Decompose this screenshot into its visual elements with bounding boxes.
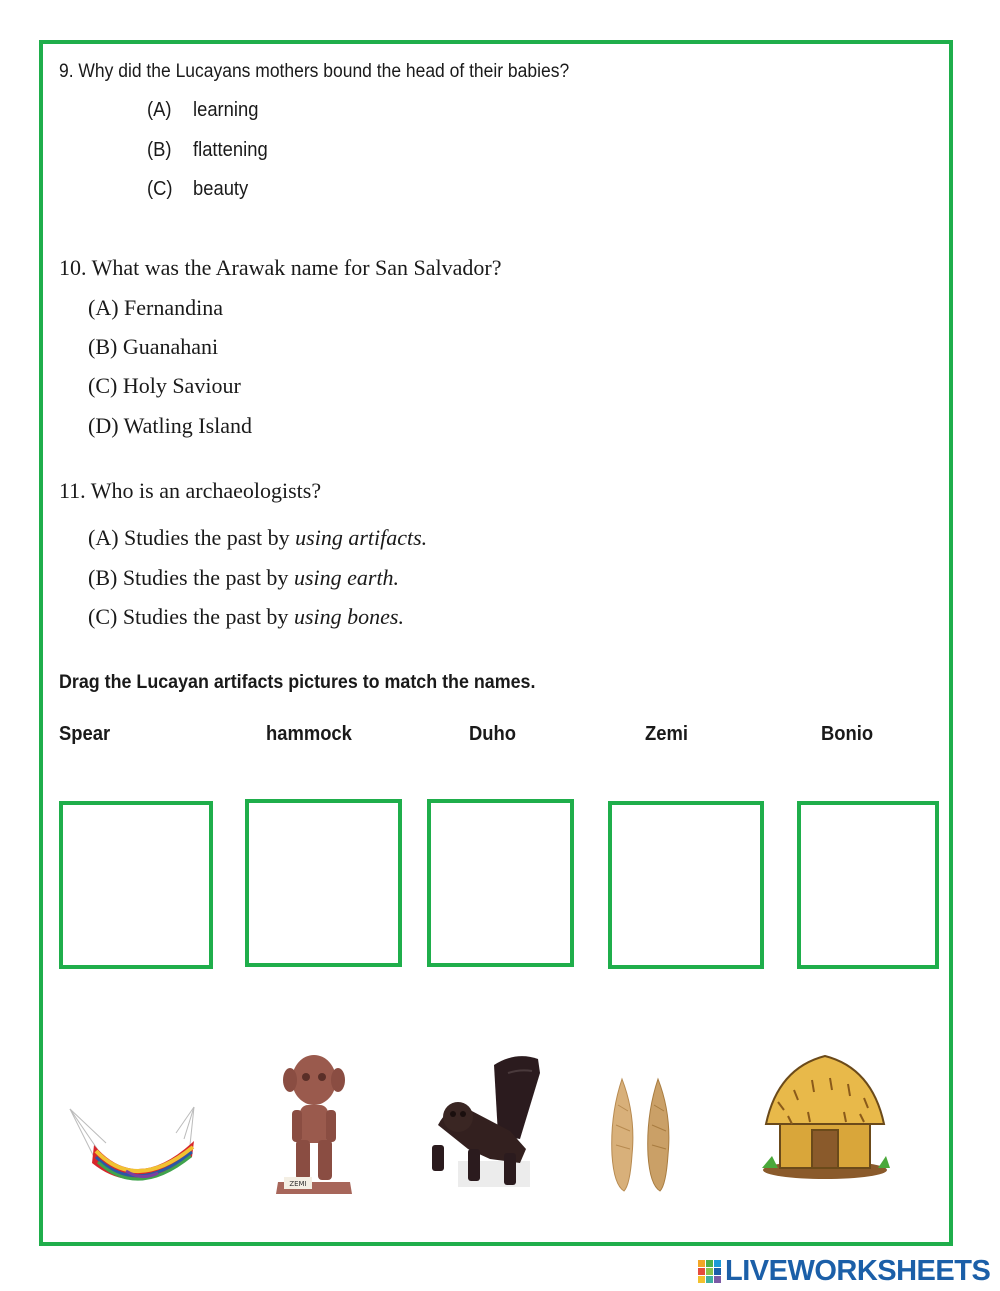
q10-option-a: (A) Fernandina	[88, 295, 224, 320]
q10-option-c: (C) Holy Saviour	[88, 373, 241, 398]
q11-option-b: (B) Studies the past by using earth.	[88, 565, 400, 590]
question-9-text: 9. Why did the Lucayans mothers bound the head of their babies?	[59, 61, 570, 82]
drop-zone-spear[interactable]	[59, 801, 213, 969]
q11-option-a: (A) Studies the past by using artifacts.	[88, 525, 428, 550]
q9-option-c-text: beauty	[193, 178, 249, 200]
q10-option-b: (B) Guanahani	[88, 334, 219, 359]
bohio-hut-image[interactable]	[758, 1052, 892, 1180]
question-11-text: 11. Who is an archaeologists?	[59, 478, 322, 503]
label-duho: Duho	[469, 723, 517, 745]
q11-option-c: (C) Studies the past by using bones.	[88, 604, 404, 629]
drop-zone-zemi[interactable]	[608, 801, 764, 969]
hammock-image[interactable]	[66, 1095, 199, 1190]
zemi-statue-image[interactable]	[272, 1050, 356, 1196]
q9-option-c-letter: (C)	[147, 178, 173, 200]
question-10-text: 10. What was the Arawak name for San Salvador?	[59, 255, 502, 280]
label-hammock: hammock	[266, 723, 352, 745]
liveworksheets-logo	[698, 1256, 990, 1286]
label-zemi: Zemi	[645, 723, 688, 745]
logo-text: LIVEWORKSHEETS	[725, 1254, 991, 1287]
drag-instruction: Drag the Lucayan artifacts pictures to match the names.	[59, 672, 536, 693]
drop-zone-hammock[interactable]	[245, 799, 402, 967]
drop-zone-duho[interactable]	[427, 799, 574, 967]
duho-seat-image[interactable]	[428, 1053, 552, 1188]
zemi-plaque-label: ZEMI	[289, 1180, 307, 1188]
logo-mark-icon	[698, 1260, 721, 1283]
drop-zone-bonio[interactable]	[797, 801, 939, 969]
q9-option-a-text: learning	[193, 99, 259, 121]
q10-option-d: (D) Watling Island	[88, 413, 253, 438]
q9-option-b-text: flattening	[193, 139, 268, 161]
label-bonio: Bonio	[821, 723, 874, 745]
q9-option-b-letter: (B)	[147, 139, 172, 161]
spear-points-image[interactable]	[604, 1075, 676, 1195]
label-spear: Spear	[59, 723, 111, 745]
q9-option-a-letter: (A)	[147, 99, 172, 121]
